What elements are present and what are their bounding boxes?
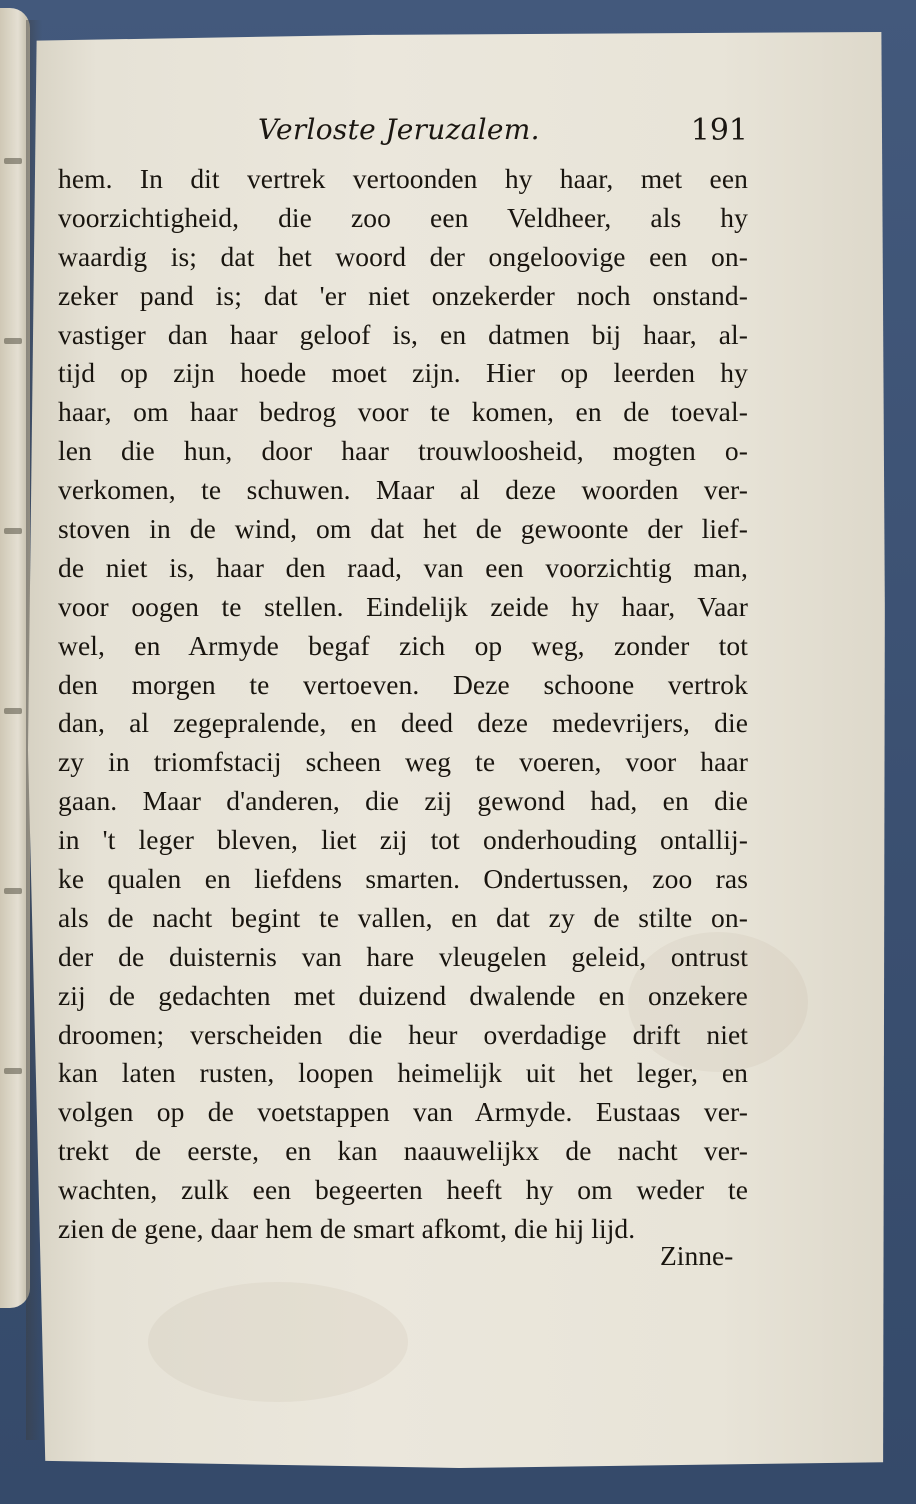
text-line: ke qualen en liefdens smarten. Ondertussen, zoo ras	[58, 863, 748, 895]
text-line: gaan. Maar d'anderen, die zij gewond had, en die	[58, 785, 748, 817]
text-line: zien de gene, daar hem de smart afkomt, die hij lijd.	[58, 1213, 636, 1245]
catchword: Zinne-	[660, 1240, 734, 1271]
text-line: voorzichtigheid, die zoo een Veldheer, als hy	[58, 201, 748, 233]
text-line: hem. In dit vertrek vertoonden hy haar, met een	[58, 163, 748, 194]
text-line: kan laten rusten, loopen heimelijk uit het leger, en	[58, 1057, 748, 1089]
facing-page-text-fragment	[4, 888, 22, 894]
text-line: den morgen te vertoeven. Deze schoone vertrok	[58, 668, 748, 700]
running-title: Verloste Jeruzalem.	[258, 113, 540, 146]
page-header	[258, 113, 748, 157]
facing-page-text-fragment	[4, 1068, 22, 1074]
text-line: in 't leger bleven, liet zij tot onderhouding ontallij-	[58, 824, 748, 856]
text-line: zy in triomfstacij scheen weg te voeren, voor haar	[58, 746, 748, 778]
text-line: de niet is, haar den raad, van een voorzichtig man,	[58, 551, 748, 583]
facing-page-text-fragment	[4, 338, 22, 344]
text-line: dan, al zegepralende, en deed deze medevrijers, die	[58, 707, 748, 739]
text-line: stoven in de wind, om dat het de gewoonte der lief-	[58, 513, 748, 545]
text-line: als de nacht begint te vallen, en dat zy de stilte on-	[58, 901, 748, 933]
text-line: vastiger dan haar geloof is, en datmen bij haar, al-	[58, 318, 748, 350]
text-line: voor oogen te stellen. Eindelijk zeide hy haar, Vaar	[58, 590, 748, 622]
paper-stain	[148, 1282, 408, 1402]
body-text	[58, 160, 748, 1249]
text-line: zeker pand is; dat 'er niet onzekerder noch onstand-	[58, 279, 748, 311]
text-line: verkomen, te schuwen. Maar al deze woorden ver-	[58, 474, 748, 506]
text-line: tijd op zijn hoede moet zijn. Hier op leerden hy	[58, 357, 748, 389]
text-line: wel, en Armyde begaf zich op weg, zonder tot	[58, 629, 748, 661]
text-line: trekt de eerste, en kan naauwelijkx de nacht ver-	[58, 1135, 748, 1167]
text-line: wachten, zulk een begeerten heeft hy om weder te	[58, 1174, 748, 1206]
text-line: volgen op de voetstappen van Armyde. Eustaas ver-	[58, 1096, 748, 1128]
text-line: droomen; verscheiden die heur overdadige drift niet	[58, 1018, 748, 1050]
facing-page-text-fragment	[4, 528, 22, 534]
facing-page-text-fragment	[4, 158, 22, 164]
text-line: zij de gedachten met duizend dwalende en onzekere	[58, 979, 748, 1011]
text-line: der de duisternis van hare vleugelen geleid, ontrust	[58, 940, 748, 972]
text-line: len die hun, door haar trouwloosheid, mogten o-	[58, 435, 748, 467]
facing-page-text-fragment	[4, 708, 22, 714]
text-line: haar, om haar bedrog voor te komen, en de toeval-	[58, 396, 748, 428]
text-line: waardig is; dat het woord der ongeloovige een on-	[58, 240, 748, 272]
page-number: 191	[690, 113, 748, 148]
